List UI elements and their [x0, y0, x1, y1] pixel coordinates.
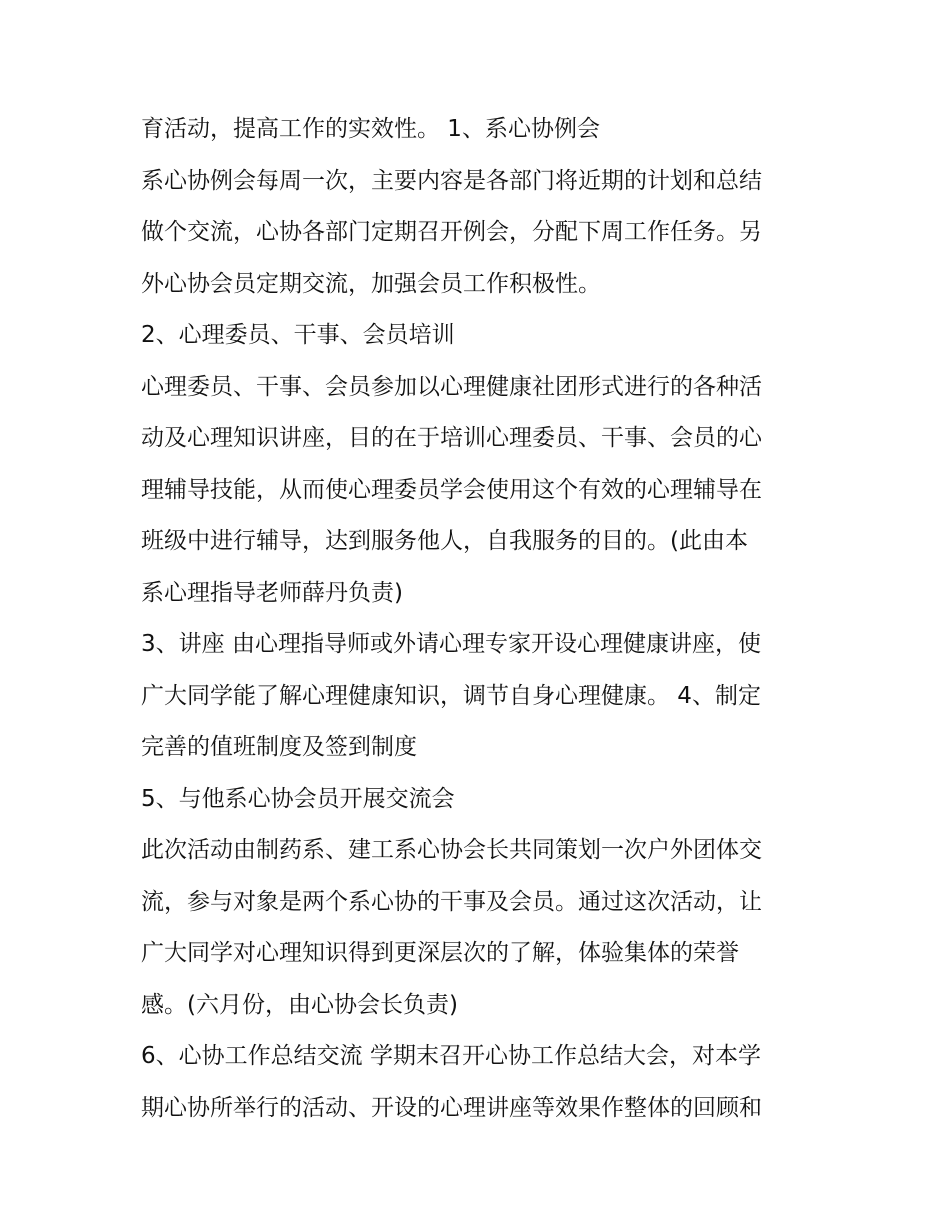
- text-line: 流，参与对象是两个系心协的干事及会员。通过这次活动，让: [141, 888, 762, 915]
- text-line: 理辅导技能，从而使心理委员学会使用这个有效的心理辅导在: [141, 476, 762, 503]
- text-line: 广大同学对心理知识得到更深层次的了解，体验集体的荣誉: [141, 940, 739, 966]
- text-line: 育活动，提高工作的实效性。 1、系心协例会: [141, 116, 600, 142]
- text-line: 6、心协工作总结交流 学期末召开心协工作总结大会，对本学: [141, 1043, 761, 1069]
- text-line: 心理委员、干事、会员参加以心理健康社团形式进行的各种活: [141, 373, 762, 400]
- section-heading: 2、心理委员、干事、会员培训: [141, 322, 455, 348]
- text-line: 外心协会员定期交流，加强会员工作积极性。: [141, 270, 601, 297]
- text-line: 感。(六月份，由心协会长负责): [141, 991, 458, 1018]
- text-line: 动及心理知识讲座，目的在于培训心理委员、干事、会员的心: [141, 425, 762, 451]
- text-line: 此次活动由制药系、建工系心协会长共同策划一次户外团体交: [141, 837, 762, 863]
- text-line: 期心协所举行的活动、开设的心理讲座等效果作整体的回顾和: [141, 1094, 762, 1121]
- section-heading: 5、与他系心协会员开展交流会: [141, 785, 455, 812]
- text-line: 系心理指导老师薛丹负责): [141, 579, 403, 606]
- document-body: [141, 104, 831, 1134]
- text-line: 班级中进行辅导，达到服务他人，自我服务的目的。(此由本: [141, 528, 748, 554]
- text-line: 广大同学能了解心理健康知识，调节自身心理健康。 4、制定: [141, 682, 761, 709]
- text-line: 系心协例会每周一次，主要内容是各部门将近期的计划和总结: [141, 167, 762, 194]
- text-line: 3、讲座 由心理指导师或外请心理专家开设心理健康讲座，使: [141, 631, 761, 657]
- text-line: 完善的值班制度及签到制度: [141, 734, 417, 760]
- text-line: 做个交流，心协各部门定期召开例会，分配下周工作任务。另: [141, 219, 762, 245]
